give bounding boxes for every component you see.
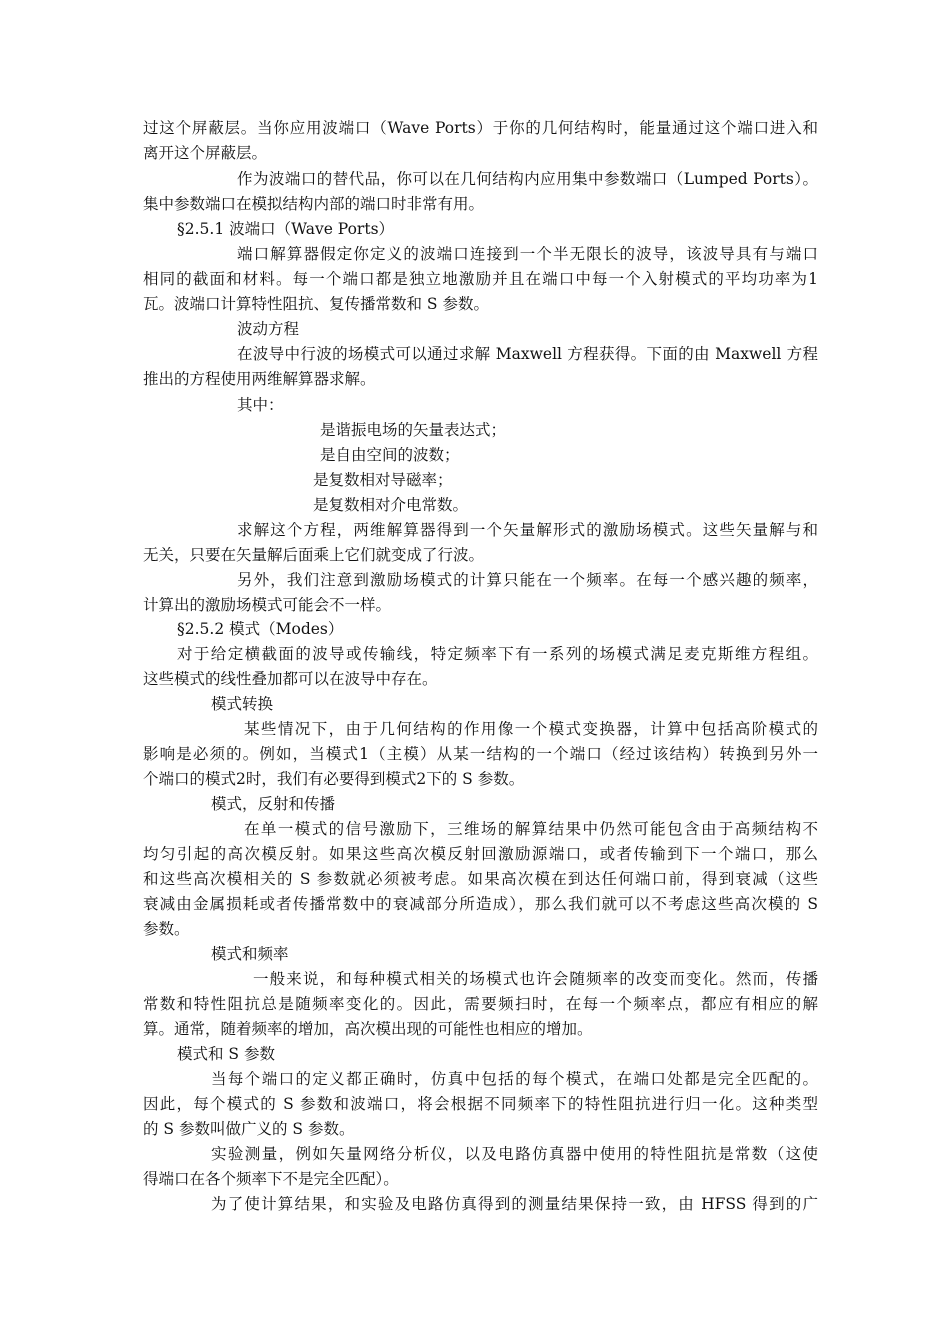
text-line: 另外，我们注意到激励场模式的计算只能在一个频率。在每一个感兴趣的频率， <box>237 571 818 589</box>
text-line: 常数和特性阻抗总是随频率变化的。因此，需要频扫时，在每一个频率点，都应有相应的解 <box>143 995 818 1013</box>
text-line: 对于给定横截面的波导或传输线，特定频率下有一系列的场模式满足麦克斯维方程组。 <box>177 645 818 663</box>
definition-line: 是复数相对介电常数。 <box>313 496 469 514</box>
subheading: 模式和频率 <box>211 945 289 963</box>
text-line: 因此，每个模式的 S 参数和波端口，将会根据不同频率下的特性阻抗进行归一化。这种类型 <box>143 1095 818 1113</box>
text-line: 均匀引起的高次模反射。如果这些高次模反射回激励源端口，或者传输到下一个端口，那么 <box>143 845 818 863</box>
subheading: 模式转换 <box>211 695 274 713</box>
text-line: 当每个端口的定义都正确时，仿真中包括的每个模式，在端口处都是完全匹配的。 <box>211 1070 818 1088</box>
text-line: 相同的截面和材料。每一个端口都是独立地激励并且在端口中每一个入射模式的平均功率为1 <box>143 270 818 288</box>
text-line: 其中： <box>237 396 284 414</box>
text-line: 参数。 <box>143 920 190 938</box>
section-heading: §2.5.1 波端口（Wave Ports） <box>177 220 395 238</box>
text-line: 作为波端口的替代品，你可以在几何结构内应用集中参数端口（Lumped Ports）。 <box>237 170 818 188</box>
subheading: 模式和 S 参数 <box>177 1045 275 1063</box>
text-line: 离开这个屏蔽层。 <box>143 144 268 162</box>
text-line: 某些情况下，由于几何结构的作用像一个模式变换器，计算中包括高阶模式的 <box>244 720 818 738</box>
definition-line: 是自由空间的波数； <box>320 446 460 464</box>
text-line: 得端口在各个频率下不是完全匹配）。 <box>143 1170 399 1188</box>
text-line: 实验测量，例如矢量网络分析仪，以及电路仿真器中使用的特性阻抗是常数（这使 <box>211 1145 818 1163</box>
text-line: 衰减由金属损耗或者传播常数中的衰减部分所造成），那么我们就可以不考虑这些高次模的 S <box>143 895 818 913</box>
text-line: 的 S 参数叫做广义的 S 参数。 <box>143 1120 355 1138</box>
subheading: 波动方程 <box>237 320 300 338</box>
text-line: 为了使计算结果，和实验及电路仿真得到的测量结果保持一致，由 HFSS 得到的广 <box>211 1195 818 1213</box>
text-line: 推出的方程使用两维解算器求解。 <box>143 370 376 388</box>
definition-line: 是谐振电场的矢量表达式； <box>320 421 507 439</box>
text-line: 一般来说，和每种模式相关的场模式也许会随频率的改变而变化。然而，传播 <box>253 970 818 988</box>
text-line: 无关，只要在矢量解后面乘上它们就变成了行波。 <box>143 546 485 564</box>
text-line: 集中参数端口在模拟结构内部的端口时非常有用。 <box>143 195 485 213</box>
subheading: 模式，反射和传播 <box>211 795 336 813</box>
text-line: 计算出的激励场模式可能会不一样。 <box>143 596 392 614</box>
section-heading: §2.5.2 模式（Modes） <box>177 620 344 638</box>
text-line: 这些模式的线性叠加都可以在波导中存在。 <box>143 670 438 688</box>
text-line: 在单一模式的信号激励下，三维场的解算结果中仍然可能包含由于高频结构不 <box>244 820 818 838</box>
text-line: 影响是必须的。例如，当模式1（主模）从某一结构的一个端口（经过该结构）转换到另外一 <box>143 745 818 763</box>
text-line: 在波导中行波的场模式可以通过求解 Maxwell 方程获得。下面的由 Maxwell 方程 <box>237 345 818 363</box>
text-line: 算。通常，随着频率的增加，高次模出现的可能性也相应的增加。 <box>143 1020 593 1038</box>
text-line: 个端口的模式2时，我们有必要得到模式2下的 S 参数。 <box>143 770 525 788</box>
definition-line: 是复数相对导磁率； <box>313 471 453 489</box>
text-line: 过这个屏蔽层。当你应用波端口（Wave Ports）于你的几何结构时，能量通过这个端口进入和 <box>143 119 818 137</box>
text-line: 求解这个方程，两维解算器得到一个矢量解形式的激励场模式。这些矢量解与和 <box>237 521 818 539</box>
text-line: 和这些高次模相关的 S 参数就必须被考虑。如果高次模在到达任何端口前，得到衰减（这些 <box>143 870 818 888</box>
text-line: 端口解算器假定你定义的波端口连接到一个半无限长的波导，该波导具有与端口 <box>237 245 818 263</box>
text-line: 瓦。波端口计算特性阻抗、复传播常数和 S 参数。 <box>143 295 489 313</box>
